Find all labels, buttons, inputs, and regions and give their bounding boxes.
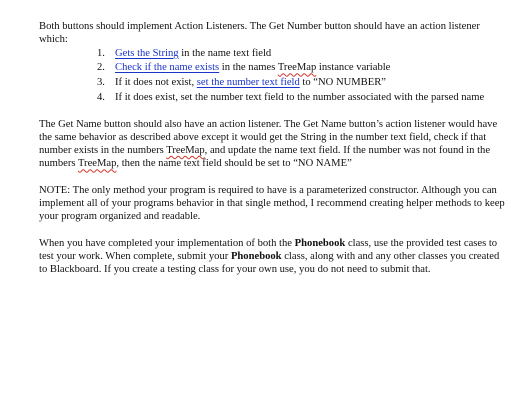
comment-link-check-name-exists[interactable]: Check if the name exists (115, 62, 220, 74)
list-text: in the name text field (178, 47, 272, 59)
spellcheck-flagged-word[interactable]: TreeMap (277, 62, 317, 74)
final-paragraph (39, 237, 509, 277)
list-number: 4. (97, 92, 105, 104)
spellcheck-flagged-word[interactable]: TreeMap (166, 145, 205, 157)
list-item (39, 47, 509, 60)
paragraph-text: , then the name text field should be set to “NO NAME” (116, 158, 352, 170)
document-page (39, 20, 509, 277)
list-number: 1. (97, 47, 105, 59)
paragraph-text: class, along with and any other classes you created to Blackboard. If you create a testing class for your own use, you do not need to submit that. (39, 250, 500, 276)
list-text: If it does not exist, (115, 77, 197, 89)
action-listener-steps (39, 47, 509, 105)
list-item (39, 76, 509, 89)
paragraph-text: class, use the provided test cases to test your work. When complete, submit your (39, 237, 498, 262)
list-text: to “NO NUMBER” (299, 77, 386, 89)
paragraph-text: The Get Name button should also have an action listener. The Get Name button’s action listener would have the same behavior as described above except it would get the String in the number text field, check if that number exists in the numbers (39, 118, 498, 157)
list-text: instance variable (316, 62, 391, 74)
spellcheck-flagged-word[interactable]: TreeMap (77, 158, 117, 170)
list-item (39, 91, 509, 104)
get-name-paragraph (39, 118, 509, 171)
comment-link-set-number-field[interactable]: set the number text field (196, 77, 300, 89)
paragraph-text: , and update the name text field. If the number was not found in the numbers (39, 145, 491, 170)
bold-class-name: Phonebook (230, 250, 282, 262)
list-item (39, 61, 509, 74)
list-text: in the names (219, 62, 278, 74)
list-number: 2. (97, 62, 105, 74)
comment-link-gets-the-string[interactable]: Gets the String (115, 47, 179, 59)
note-paragraph: NOTE: The only method your program is required to have is a parameterized constructor. Although you can implement all of your programs behavior in that single method, I recommend creating helper methods to keep your program organized and readable. (39, 184, 505, 223)
list-text: If it does exist, set the number text field to the number associated with the parsed name (115, 92, 485, 104)
intro-paragraph: Both buttons should implement Action Listeners. The Get Number button should have an action listener which: (39, 21, 480, 46)
paragraph-text: When you have completed your implementation of both the (39, 237, 295, 249)
bold-class-name: Phonebook (294, 237, 346, 249)
list-number: 3. (97, 77, 105, 89)
